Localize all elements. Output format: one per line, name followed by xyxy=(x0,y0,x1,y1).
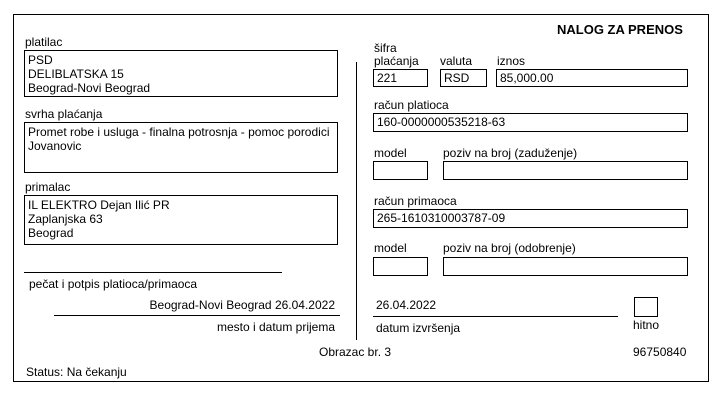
urgent-label: hitno xyxy=(633,318,660,332)
amount-field[interactable]: 85,000.00 xyxy=(496,69,688,87)
urgent-checkbox[interactable] xyxy=(634,297,658,317)
status-text: Status: Na čekanju xyxy=(26,365,127,379)
place-date-value: Beograd-Novi Beograd 26.04.2022 xyxy=(149,298,335,312)
execution-date-line xyxy=(373,316,618,317)
model-debit-label: model xyxy=(374,146,407,160)
currency-label: valuta xyxy=(440,54,473,68)
model-credit-field[interactable] xyxy=(373,257,428,276)
payment-code-label-top: šifra xyxy=(374,41,397,55)
column-divider xyxy=(356,62,357,340)
reference-credit-field[interactable] xyxy=(443,257,688,276)
amount-label: iznos xyxy=(497,54,526,68)
payee-account-field[interactable]: 265-1610310003787-09 xyxy=(373,209,688,228)
model-debit-field[interactable] xyxy=(373,161,428,180)
purpose-label: svrha plaćanja xyxy=(25,107,103,121)
payment-code-label: plaćanja xyxy=(374,54,419,68)
form-number: Obrazac br. 3 xyxy=(319,345,392,359)
payer-account-field[interactable]: 160-0000000535218-63 xyxy=(373,113,688,132)
execution-date-label: datum izvršenja xyxy=(376,321,461,335)
reference-credit-label: poziv na broj (odobrenje) xyxy=(443,241,576,255)
signature-line xyxy=(24,272,282,273)
form-title: NALOG ZA PRENOS xyxy=(557,22,683,37)
order-number: 96750840 xyxy=(633,345,687,359)
currency-field[interactable]: RSD xyxy=(440,69,487,87)
signature-label: pečat i potpis platioca/primaoca xyxy=(29,277,198,291)
purpose-field[interactable]: Promet robe i usluga - finalna potrosnja - pomoc porodici Jovanovic xyxy=(24,122,338,173)
payment-code-field[interactable]: 221 xyxy=(373,69,428,87)
reference-debit-label: poziv na broj (zaduženje) xyxy=(443,146,578,160)
payer-account-label: račun platioca xyxy=(374,98,449,112)
payee-label: primalac xyxy=(25,180,71,194)
payee-account-label: račun primaoca xyxy=(374,194,457,208)
reference-debit-field[interactable] xyxy=(443,161,688,180)
execution-date-value: 26.04.2022 xyxy=(376,298,437,312)
model-credit-label: model xyxy=(374,241,407,255)
payer-label: platilac xyxy=(25,35,63,49)
place-date-line xyxy=(54,315,340,316)
place-date-label: mesto i datum prijema xyxy=(216,320,335,334)
payee-field[interactable]: IL ELEKTRO Dejan Ilić PR Zaplanjska 63 Beograd xyxy=(24,195,338,245)
payer-field[interactable]: PSD DELIBLATSKA 15 Beograd-Novi Beograd xyxy=(24,50,338,97)
